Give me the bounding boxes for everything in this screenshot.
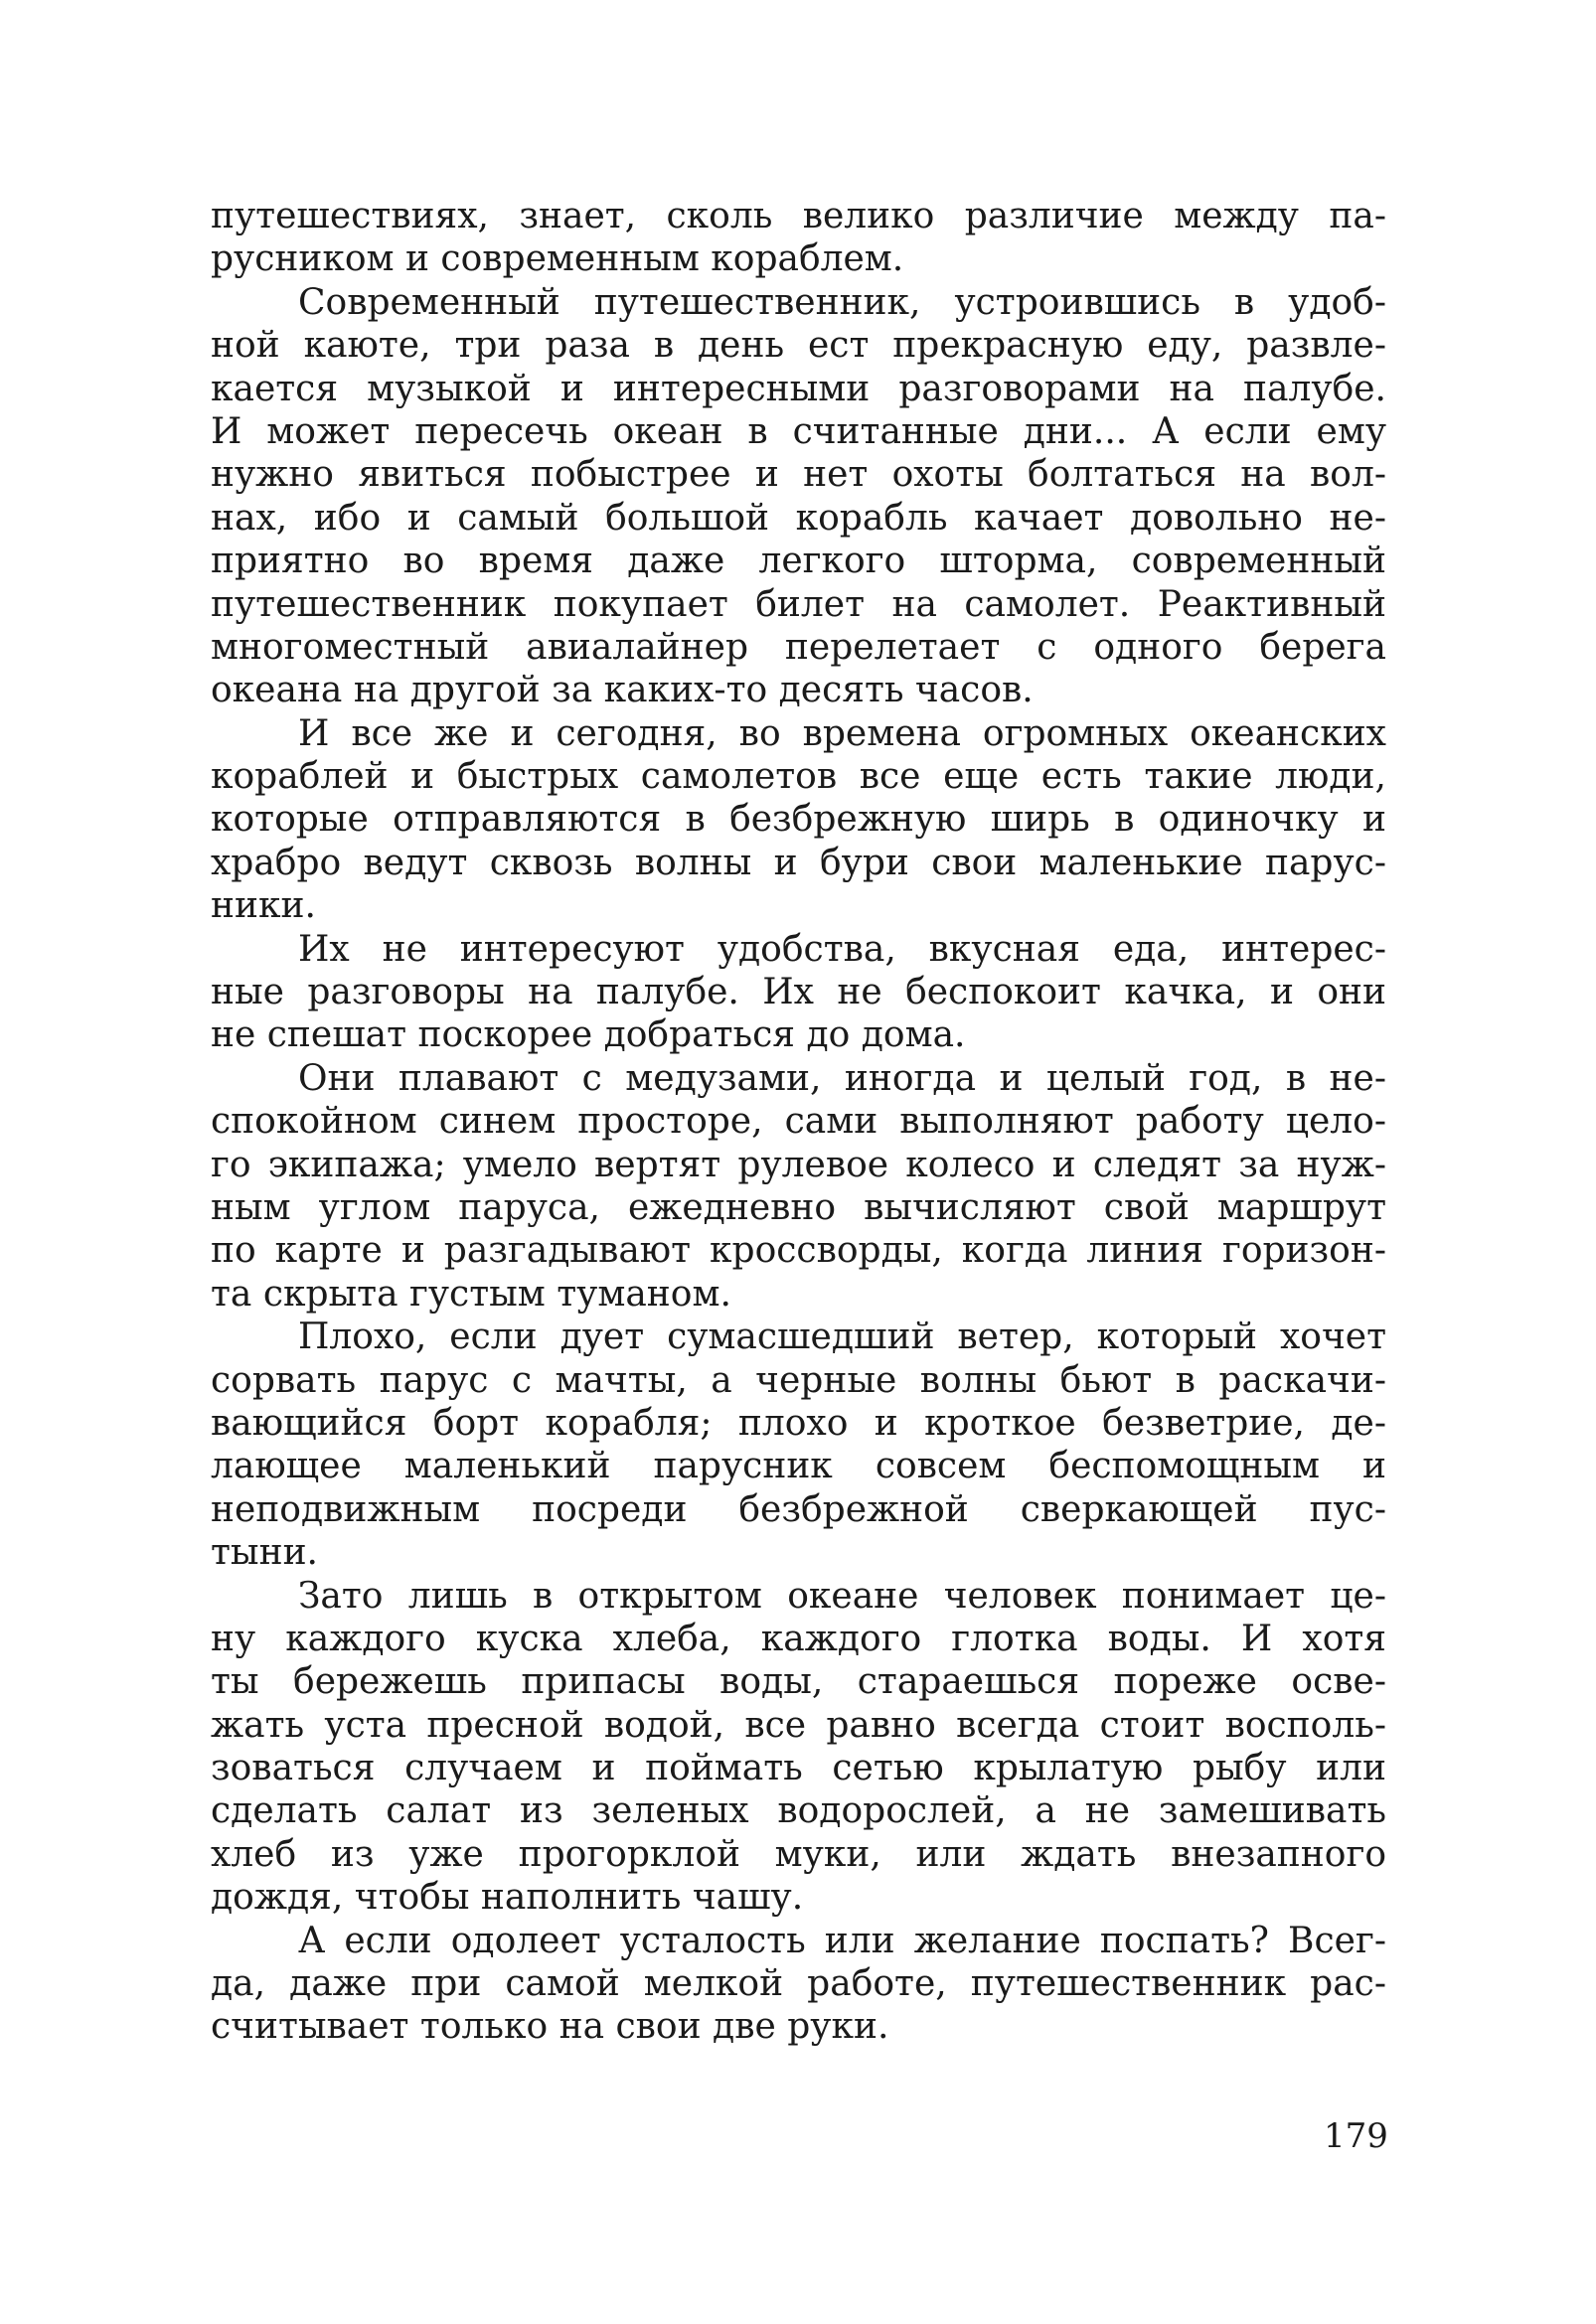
text-line: та скрыта густым туманом. — [211, 1273, 731, 1315]
text-line: приятно во время даже легкого шторма, современный — [211, 541, 1386, 582]
text-line: ные разговоры на палубе. Их не беспокоит качка, и они — [211, 972, 1386, 1013]
text-line: храбро ведут сквозь волны и бури свои маленькие парус- — [211, 842, 1386, 883]
text-line: ным углом паруса, ежедневно вычисляют свой маршрут — [211, 1186, 1386, 1228]
paragraph — [211, 195, 1386, 281]
text-line: хлеб из уже прогорклой муки, или ждать внезапного — [211, 1833, 1386, 1875]
text-line: русником и современным кораблем. — [211, 238, 904, 280]
text-line: А если одолеет усталость или желание поспать? Всег- — [298, 1920, 1386, 1961]
text-line: спокойном синем просторе, сами выполняют работу цело- — [211, 1101, 1386, 1143]
text-line: нужно явиться побыстрее и нет охоты болтаться на вол- — [211, 454, 1386, 496]
text-line: нах, ибо и самый большой корабль качает довольно не- — [211, 497, 1386, 539]
text-line: зоваться случаем и поймать сетью крылатую рыбу или — [211, 1748, 1386, 1789]
text-line: считывает только на свои две руки. — [211, 2006, 889, 2048]
text-line: по карте и разгадывают кроссворды, когда линия горизон- — [211, 1230, 1386, 1272]
text-line: Современный путешественник, устроившись в удоб- — [298, 281, 1386, 323]
text-line: да, даже при самой мелкой работе, путешественник рас- — [211, 1963, 1386, 2005]
text-line: неподвижным посреди безбрежной сверкающей пус- — [211, 1488, 1386, 1530]
paragraph — [211, 928, 1386, 1057]
text-line: лающее маленький парусник совсем беспомощным и — [211, 1446, 1386, 1487]
paragraph — [211, 1575, 1386, 1920]
text-line: сорвать парус с мачты, а черные волны бьют в раскачи- — [211, 1359, 1386, 1401]
text-line: ники. — [211, 885, 316, 927]
text-line: Зато лишь в открытом океане человек понимает це- — [298, 1575, 1386, 1617]
page-number: 179 — [1324, 2116, 1388, 2156]
text-line: тыни. — [211, 1532, 318, 1574]
text-line: Их не интересуют удобства, вкусная еда, интерес- — [298, 928, 1386, 970]
body-text — [211, 195, 1386, 2049]
text-line: жать уста пресной водой, все равно всегда стоит восполь- — [211, 1704, 1386, 1746]
text-line: которые отправляются в безбрежную ширь в одиночку и — [211, 799, 1386, 841]
text-line: го экипажа; умело вертят рулевое колесо и следят за нуж- — [211, 1144, 1386, 1185]
paragraph — [211, 281, 1386, 712]
text-line: путешественник покупает билет на самолет. Реактивный — [211, 583, 1386, 625]
text-line: океана на другой за каких-то десять часов. — [211, 670, 1034, 711]
text-line: Плохо, если дует сумасшедший ветер, который хочет — [298, 1317, 1386, 1358]
paragraph — [211, 1057, 1386, 1316]
text-line: многоместный авиалайнер перелетает с одного берега — [211, 626, 1386, 668]
text-line: И может пересечь океан в считанные дни... А если ему — [211, 410, 1386, 452]
text-line: ты бережешь припасы воды, стараешься пореже осве- — [211, 1661, 1386, 1703]
text-line: кается музыкой и интересными разговорами на палубе. — [211, 368, 1386, 409]
text-line: вающийся борт корабля; плохо и кроткое безветрие, де- — [211, 1402, 1386, 1444]
text-line: кораблей и быстрых самолетов все еще есть такие люди, — [211, 756, 1386, 798]
paragraph — [211, 1920, 1386, 2049]
text-line: Они плавают с медузами, иногда и целый год, в не- — [298, 1057, 1386, 1099]
text-line: путешествиях, знает, сколь велико различие между па- — [211, 196, 1386, 236]
text-line: сделать салат из зеленых водорослей, а не замешивать — [211, 1790, 1386, 1832]
text-line: дождя, чтобы наполнить чашу. — [211, 1877, 804, 1919]
text-line: ной каюте, три раза в день ест прекрасную еду, развле- — [211, 325, 1386, 367]
text-line: И все же и сегодня, во времена огромных океанских — [298, 712, 1386, 754]
paragraph — [211, 1316, 1386, 1574]
paragraph — [211, 712, 1386, 928]
text-line: ну каждого куска хлеба, каждого глотка воды. И хотя — [211, 1618, 1386, 1659]
text-line: не спешат поскорее добраться до дома. — [211, 1014, 966, 1056]
